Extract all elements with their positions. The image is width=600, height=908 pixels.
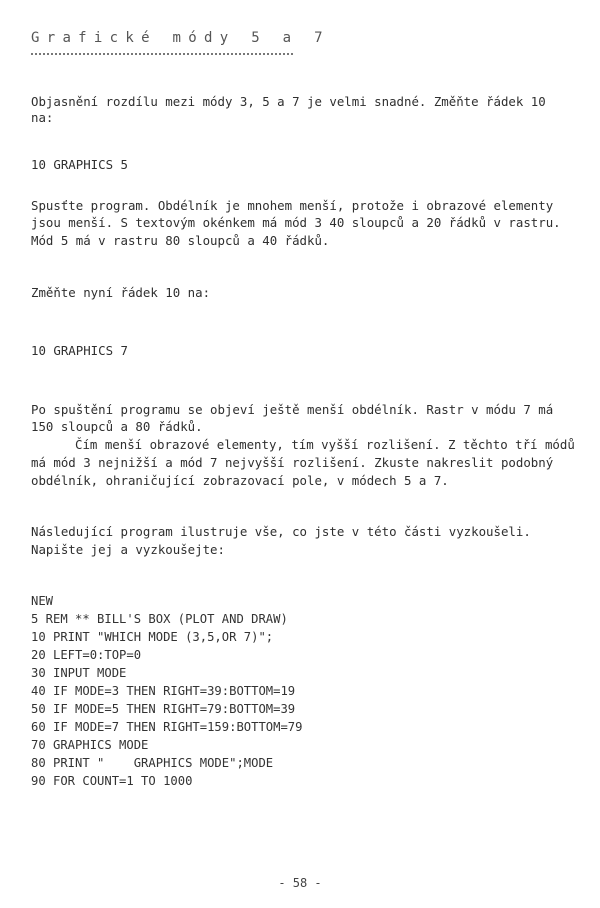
- text-line: má mód 3 nejnižší a mód 7 nejvyšší rozlišení. Zkuste nakreslit podobný: [31, 455, 554, 470]
- code-line: 90 FOR COUNT=1 TO 1000: [31, 774, 193, 788]
- section-heading: Grafické módy 5 a 7: [31, 30, 330, 46]
- text-line: 10 GRAPHICS 5: [31, 157, 128, 172]
- code-line: 5 REM ** BILL'S BOX (PLOT AND DRAW): [31, 612, 288, 626]
- text-line: jsou menší. S textovým okénkem má mód 3 40 sloupců a 20 řádků v rastru.: [31, 215, 561, 230]
- code-line: 80 PRINT " GRAPHICS MODE";MODE: [31, 756, 274, 770]
- code-line: 70 GRAPHICS MODE: [31, 738, 149, 752]
- text-line: Čím menší obrazové elementy, tím vyšší rozlišení. Z těchto tří módů: [75, 437, 575, 452]
- text-line: Změňte nyní řádek 10 na:: [31, 285, 211, 300]
- page-number: - 58 -: [278, 876, 322, 890]
- text-line: Napište jej a vyzkoušejte:: [31, 542, 225, 557]
- text-line: obdélník, ohraničující zobrazovací pole, v módech 5 a 7.: [31, 473, 449, 488]
- text-line: 150 sloupců a 80 řádků.: [31, 419, 203, 434]
- text-line: Spusťte program. Obdélník je mnohem menší, protože i obrazové elementy: [31, 198, 554, 213]
- text-line: Objasnění rozdílu mezi módy 3, 5 a 7 je velmi snadné. Změňte řádek 10: [31, 94, 546, 109]
- code-line: 40 IF MODE=3 THEN RIGHT=39:BOTTOM=19: [31, 684, 296, 698]
- code-line: NEW: [31, 594, 54, 608]
- text-line: Po spuštění programu se objeví ještě menší obdélník. Rastr v módu 7 má: [31, 402, 554, 417]
- text-line: 10 GRAPHICS 7: [31, 343, 128, 358]
- code-line: 10 PRINT "WHICH MODE (3,5,OR 7)";: [31, 630, 274, 644]
- text-line: Mód 5 má v rastru 80 sloupců a 40 řádků.: [31, 233, 330, 248]
- code-line: 30 INPUT MODE: [31, 666, 127, 680]
- code-line: 20 LEFT=0:TOP=0: [31, 648, 142, 662]
- code-line: 60 IF MODE=7 THEN RIGHT=159:BOTTOM=79: [31, 720, 303, 734]
- text-line: na:: [31, 110, 54, 125]
- code-line: 50 IF MODE=5 THEN RIGHT=79:BOTTOM=39: [31, 702, 296, 716]
- heading-underline: [31, 53, 293, 55]
- text-line: Následující program ilustruje vše, co jste v této části vyzkoušeli.: [31, 524, 531, 539]
